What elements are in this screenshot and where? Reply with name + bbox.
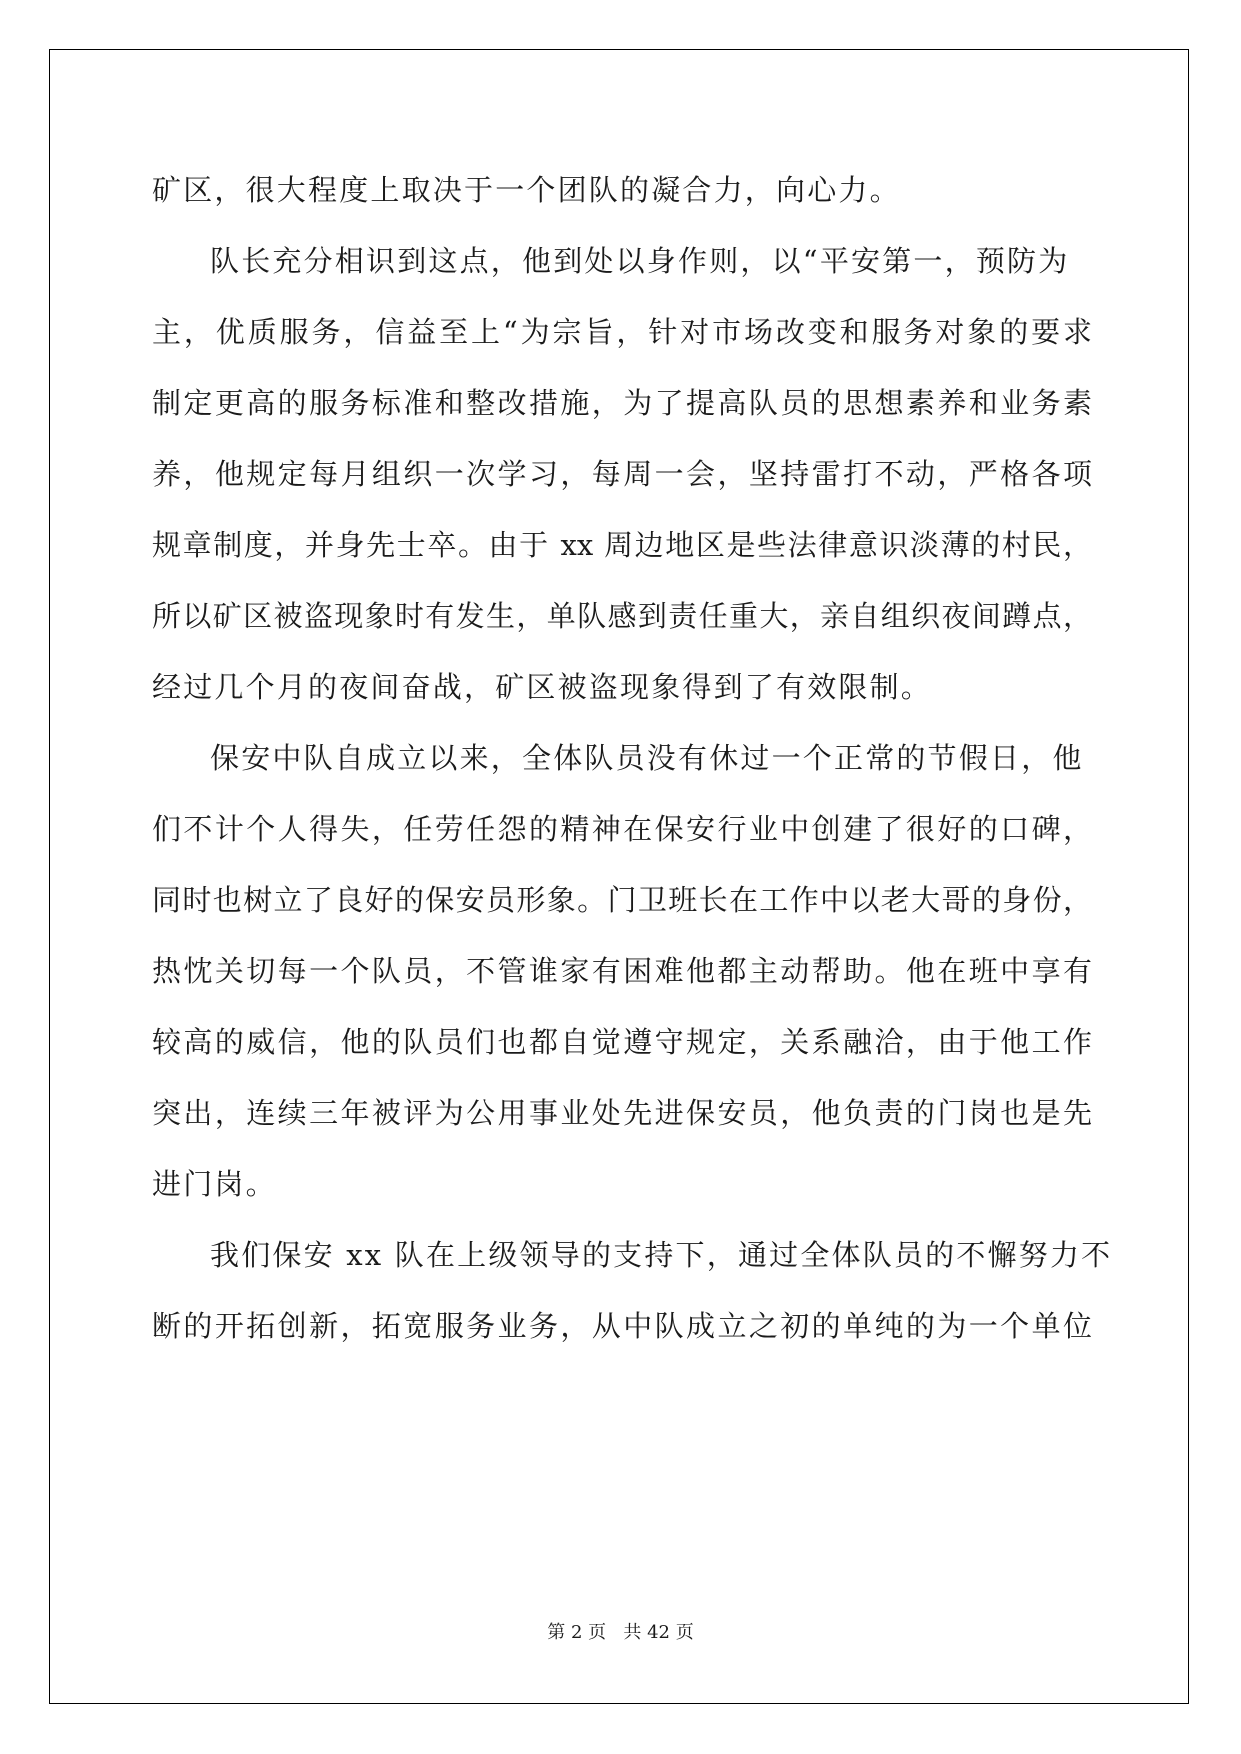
text-line: 主，优质服务，信益至上“为宗旨，针对市场改变和服务对象的要求 xyxy=(152,315,1092,349)
body-text xyxy=(152,155,1113,1362)
text-line: 制定更高的服务标准和整改措施，为了提高队员的思想素养和业务素 xyxy=(152,386,1092,420)
text-line: 热忱关切每一个队员，不管谁家有困难他都主动帮助。他在班中享有 xyxy=(152,954,1092,988)
text-line: 规章制度，并身先士卒。由于 xx 周边地区是些法律意识淡薄的村民， xyxy=(152,528,1092,562)
text-line: 进门岗。 xyxy=(152,1167,277,1201)
text-line: 较高的威信，他的队员们也都自觉遵守规定，关系融洽，由于他工作 xyxy=(152,1025,1092,1059)
text-line: 们不计个人得失，任劳任怨的精神在保安行业中创建了很好的口碑， xyxy=(152,812,1092,846)
text-line: 突出，连续三年被评为公用事业处先进保安员，他负责的门岗也是先 xyxy=(152,1096,1092,1130)
paragraph-first-line: 队长充分相识到这点，他到处以身作则，以“平安第一，预防为 xyxy=(210,244,1070,278)
text-line: 断的开拓创新，拓宽服务业务，从中队成立之初的单纯的为一个单位 xyxy=(152,1309,1092,1343)
text-line: 养，他规定每月组织一次学习，每周一会，坚持雷打不动，严格各项 xyxy=(152,457,1092,491)
page-footer xyxy=(0,1618,1241,1644)
paragraph-first-line: 我们保安 xx 队在上级领导的支持下，通过全体队员的不懈努力不 xyxy=(210,1238,1113,1272)
text-line: 所以矿区被盗现象时有发生，单队感到责任重大，亲自组织夜间蹲点， xyxy=(152,599,1092,633)
total-pages: 共 42 页 xyxy=(623,1622,694,1643)
text-line: 经过几个月的夜间奋战，矿区被盗现象得到了有效限制。 xyxy=(152,670,933,704)
text-line: 矿区，很大程度上取决于一个团队的凝合力，向心力。 xyxy=(152,173,901,207)
page-number: 第 2 页 xyxy=(547,1622,607,1643)
paragraph-first-line: 保安中队自成立以来，全体队员没有休过一个正常的节假日，他 xyxy=(210,741,1084,775)
text-line: 同时也树立了良好的保安员形象。门卫班长在工作中以老大哥的身份， xyxy=(152,883,1092,917)
